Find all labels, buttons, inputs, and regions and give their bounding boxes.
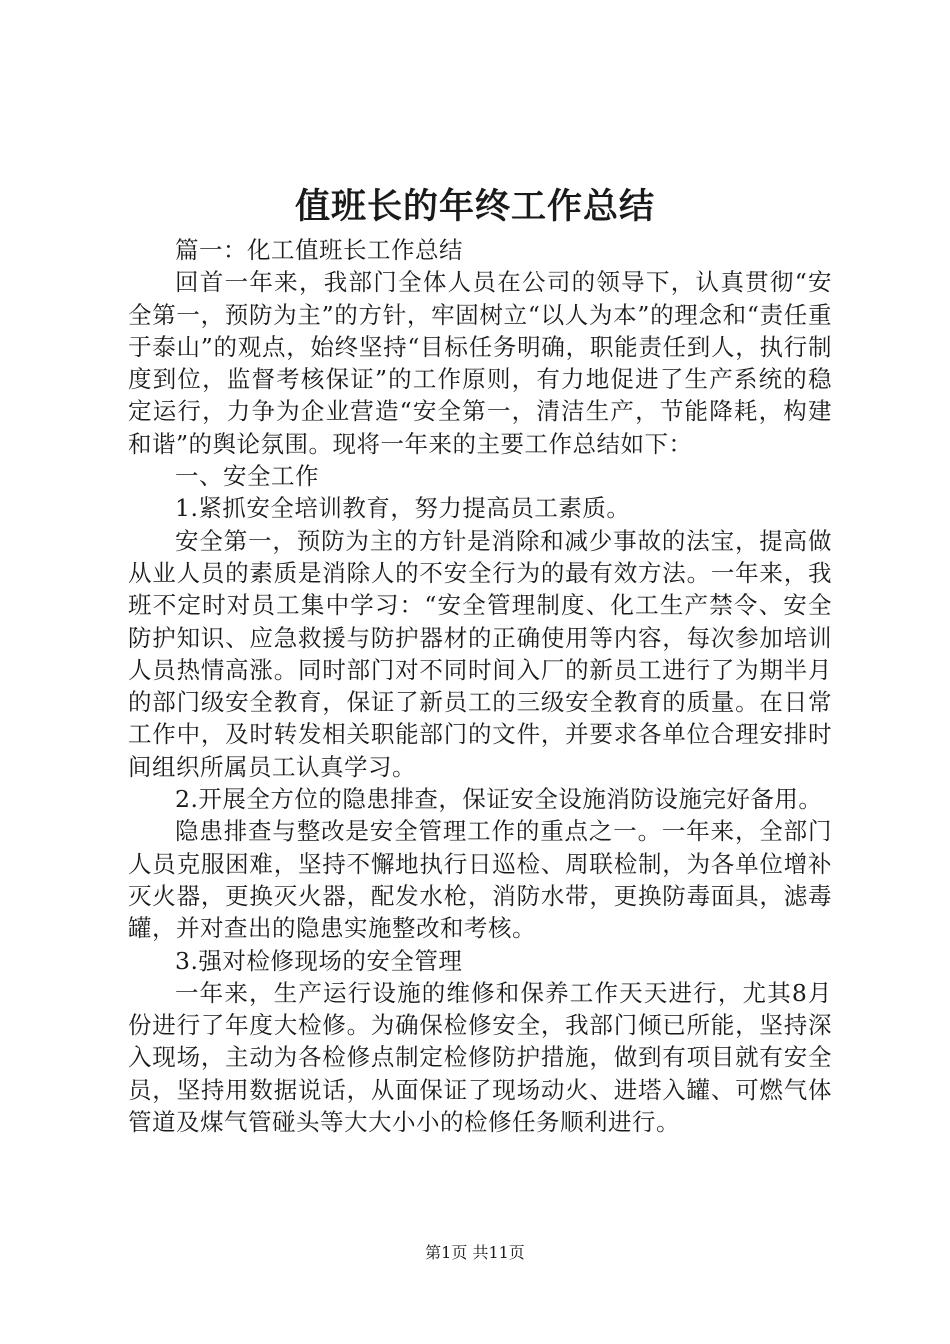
paragraph: 2.开展全方位的隐患排查，保证安全设施消防设施完好备用。 [175,785,823,814]
paragraph: 一年来，生产运行设施的维修和保养工作天天进行，尤其8月份进行了年度大检修。为确保检修安全，我部门倾已所能，坚持深入现场，主动为各检修点制定检修防护措施，做到有项目就有安全员，坚持用数据说话，从面保证了现场动火、进塔入罐、可燃气体管道及煤气管碰头等大大小小的检修任务顺利进行。 [128,978,832,1137]
page-footer: 第1页 共11页 [425,1243,525,1262]
paragraph: 回首一年来，我部门全体人员在公司的领导下，认真贯彻“安全第一，预防为主”的方针，牢固树立“以人为本”的理念和“责任重于泰山”的观点，始终坚持“目标任务明确，职能责任到人，执行制度到位，监督考核保证”的工作原则，有力地促进了生产系统的稳定运行，力争为企业营造“安全第一，清洁生产，节能降耗，构建和谐”的舆论氛围。现将一年来的主要工作总结如下： [128,268,832,458]
paragraph: 3.强对检修现场的安全管理 [175,946,463,975]
paragraph: 隐患排查与整改是安全管理工作的重点之一。一年来，全部门人员克服困难，坚持不懈地执行日巡检、周联检制，为各单位增补灭火器，更换灭火器，配发水枪，消防水带，更换防毒面具，滤毒罐，并对查出的隐患实施整改和考核。 [128,817,832,943]
document-title: 值班长的年终工作总结 [294,187,655,227]
paragraph: 安全第一，预防为主的方针是消除和减少事故的法宝，提高做从业人员的素质是消除人的不安全行为的最有效方法。一年来，我班不定时对员工集中学习：“安全管理制度、化工生产禁令、安全防护知识、应急救援与防护器材的正确使用等内容，每次参加培训人员热情高涨。同时部门对不同时间入厂的新员工进行了为期半月的部门级安全教育，保证了新员工的三级安全教育的质量。在日常工作中，及时转发相关职能部门的文件，并要求各单位合理安排时间组织所属员工认真学习。 [128,526,832,781]
paragraph: 篇一：化工值班长工作总结 [175,236,463,264]
document-body [128,234,832,1138]
paragraph: 1.紧抓安全培训教育，努力提高员工素质。 [175,494,631,523]
paragraph: 一、安全工作 [175,462,319,491]
